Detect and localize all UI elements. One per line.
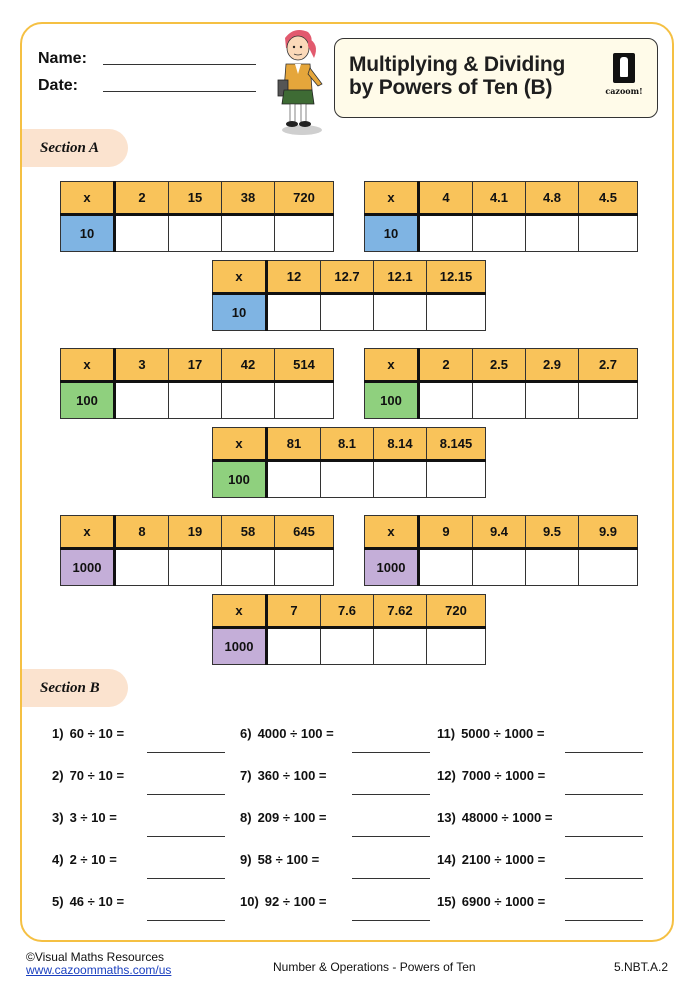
value-cell: 9.9 [579,516,638,549]
value-cell: 3 [115,349,169,382]
question-number: 1) [52,726,64,741]
answer-cell[interactable] [222,215,275,252]
question [52,726,124,741]
multiplication-table [364,181,638,252]
question [52,768,124,783]
value-cell: 38 [222,182,275,215]
title-line-2: by Powers of Ten (B) [349,76,553,99]
value-cell: 720 [427,595,486,628]
title-line-1: Multiplying & Dividing [349,53,566,76]
value-cell: 58 [222,516,275,549]
value-cell: 12.7 [321,261,374,294]
answer-cell[interactable] [275,382,334,419]
value-cell: 2 [419,349,473,382]
value-cell: 4 [419,182,473,215]
question-text: 7000 ÷ 1000 = [461,768,546,783]
multiplier-cell: 1000 [365,549,419,586]
girl-illustration [268,24,330,136]
answer-line[interactable] [352,794,430,795]
value-cell: 4.1 [473,182,526,215]
question [52,894,124,909]
operator-cell: x [61,516,115,549]
multiplication-table [212,594,486,665]
question-text: 2 ÷ 10 = [69,852,117,867]
operator-cell: x [213,261,267,294]
answer-cell[interactable] [374,628,427,665]
operator-cell: x [213,595,267,628]
question-text: 4000 ÷ 100 = [257,726,334,741]
question-text: 360 ÷ 100 = [257,768,327,783]
operator-cell: x [61,349,115,382]
answer-cell[interactable] [427,628,486,665]
question [240,852,319,867]
value-cell: 2.5 [473,349,526,382]
value-cell: 12 [267,261,321,294]
title-box [334,38,658,118]
answer-line[interactable] [565,752,643,753]
question-number: 11) [437,726,456,741]
value-cell: 12.1 [374,261,427,294]
multiplication-table [364,348,638,419]
answer-cell[interactable] [427,461,486,498]
question [240,726,334,741]
multiplication-table [60,181,334,252]
operator-cell: x [213,428,267,461]
answer-cell[interactable] [374,294,427,331]
section-b-tab [22,669,128,707]
value-cell: 7.62 [374,595,427,628]
value-cell: 4.5 [579,182,638,215]
question-text: 2100 ÷ 1000 = [461,852,546,867]
answer-line[interactable] [352,878,430,879]
answer-cell[interactable] [169,549,222,586]
multiplier-cell: 10 [213,294,267,331]
answer-cell[interactable] [321,461,374,498]
answer-cell[interactable] [321,294,374,331]
answer-line[interactable] [565,878,643,879]
question-number: 14) [437,852,456,867]
answer-cell[interactable] [275,215,334,252]
answer-cell[interactable] [419,215,473,252]
multiplier-cell: 1000 [61,549,115,586]
question-text: 3 ÷ 10 = [69,810,117,825]
question-number: 8) [240,810,252,825]
value-cell: 8 [115,516,169,549]
value-cell: 9.4 [473,516,526,549]
date-label: Date: [38,77,79,94]
operator-cell: x [365,182,419,215]
value-cell: 8.14 [374,428,427,461]
answer-cell[interactable] [321,628,374,665]
answer-cell[interactable] [579,382,638,419]
multiplier-cell: 10 [365,215,419,252]
multiplication-table [364,515,638,586]
value-cell: 2.9 [526,349,579,382]
multiplier-cell: 10 [61,215,115,252]
question [437,810,552,825]
value-cell: 8.1 [321,428,374,461]
value-cell: 720 [275,182,334,215]
value-cell: 2 [115,182,169,215]
multiplier-cell: 100 [61,382,115,419]
answer-cell[interactable] [169,215,222,252]
answer-cell[interactable] [222,382,275,419]
question-number: 6) [240,726,252,741]
question [240,768,327,783]
value-cell: 42 [222,349,275,382]
answer-cell[interactable] [419,549,473,586]
question-text: 58 ÷ 100 = [257,852,320,867]
answer-cell[interactable] [473,382,526,419]
value-cell: 4.8 [526,182,579,215]
footer-topic: Number & Operations - Powers of Ten [273,960,476,974]
value-cell: 9 [419,516,473,549]
answer-cell[interactable] [267,628,321,665]
question-number: 7) [240,768,252,783]
answer-cell[interactable] [473,549,526,586]
question-number: 10) [240,894,259,909]
question [52,810,117,825]
answer-line[interactable] [147,752,225,753]
answer-cell[interactable] [427,294,486,331]
multiplication-table [60,515,334,586]
date-field[interactable] [103,91,256,92]
multiplication-table [212,260,486,331]
question-number: 9) [240,852,252,867]
question-number: 2) [52,768,64,783]
value-cell: 7.6 [321,595,374,628]
answer-line[interactable] [352,920,430,921]
answer-cell[interactable] [222,549,275,586]
footer-standard-code: 5.NBT.A.2 [614,960,669,974]
question-number: 15) [437,894,456,909]
logo-text: cazoom! [605,86,643,96]
question-number: 12) [437,768,456,783]
question-text: 46 ÷ 10 = [69,894,125,909]
question [437,726,544,741]
answer-cell[interactable] [419,382,473,419]
value-cell: 9.5 [526,516,579,549]
name-field[interactable] [103,64,256,65]
value-cell: 514 [275,349,334,382]
operator-cell: x [365,516,419,549]
answer-line[interactable] [147,836,225,837]
cazoom-logo [605,53,643,105]
value-cell: 2.7 [579,349,638,382]
question-number: 3) [52,810,64,825]
answer-cell[interactable] [169,382,222,419]
answer-cell[interactable] [526,549,579,586]
question [437,768,545,783]
name-label: Name: [38,50,87,67]
footer-credits [26,951,171,977]
multiplier-cell: 1000 [213,628,267,665]
answer-line[interactable] [352,752,430,753]
multiplier-cell: 100 [213,461,267,498]
section-a-tab [22,129,128,167]
question-text: 48000 ÷ 1000 = [461,810,553,825]
answer-cell[interactable] [267,461,321,498]
question-text: 60 ÷ 10 = [69,726,125,741]
answer-cell[interactable] [374,461,427,498]
value-cell: 15 [169,182,222,215]
answer-line[interactable] [565,794,643,795]
answer-line[interactable] [565,836,643,837]
answer-line[interactable] [352,836,430,837]
footer-url-link[interactable]: www.cazoommaths.com/us [26,963,172,977]
cazoom-logo-icon [613,53,635,83]
answer-line[interactable] [565,920,643,921]
section-b-label: Section B [40,680,100,696]
question [240,894,327,909]
answer-cell[interactable] [115,215,169,252]
question [437,852,545,867]
answer-cell[interactable] [115,382,169,419]
value-cell: 19 [169,516,222,549]
question-number: 13) [437,810,456,825]
multiplier-cell: 100 [365,382,419,419]
answer-cell[interactable] [267,294,321,331]
question [437,894,545,909]
value-cell: 12.15 [427,261,486,294]
value-cell: 7 [267,595,321,628]
question-text: 70 ÷ 10 = [69,768,125,783]
worksheet-title [349,53,565,99]
question [240,810,327,825]
value-cell: 645 [275,516,334,549]
answer-cell[interactable] [579,215,638,252]
answer-cell[interactable] [115,549,169,586]
footer-copyright: ©Visual Maths Resources [26,950,165,964]
question-number: 5) [52,894,64,909]
answer-cell[interactable] [526,382,579,419]
answer-cell[interactable] [473,215,526,252]
question-text: 209 ÷ 100 = [257,810,327,825]
question-text: 5000 ÷ 1000 = [461,726,545,741]
operator-cell: x [365,349,419,382]
question-text: 6900 ÷ 1000 = [461,894,546,909]
value-cell: 17 [169,349,222,382]
answer-line[interactable] [147,878,225,879]
answer-cell[interactable] [275,549,334,586]
multiplication-table [212,427,486,498]
operator-cell: x [61,182,115,215]
question [52,852,117,867]
multiplication-table [60,348,334,419]
section-a-label: Section A [40,140,100,156]
value-cell: 8.145 [427,428,486,461]
value-cell: 81 [267,428,321,461]
answer-line[interactable] [147,920,225,921]
question-text: 92 ÷ 100 = [264,894,327,909]
answer-line[interactable] [147,794,225,795]
answer-cell[interactable] [526,215,579,252]
answer-cell[interactable] [579,549,638,586]
question-number: 4) [52,852,64,867]
